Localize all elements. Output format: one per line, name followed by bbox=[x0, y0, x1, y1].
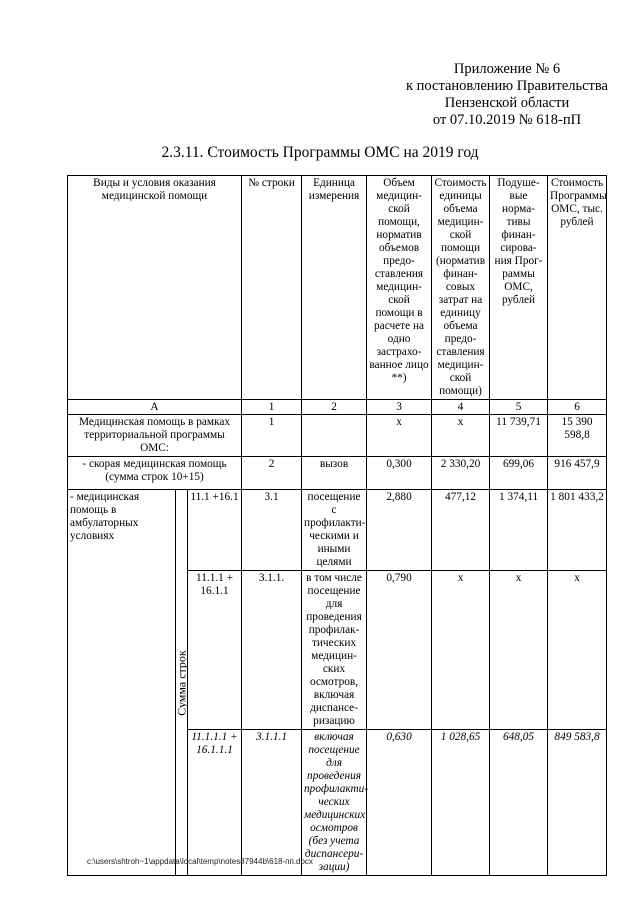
appendix-date: от 07.10.2019 № 618-пП bbox=[432, 112, 582, 128]
table-row bbox=[68, 415, 607, 457]
index-cell: 6 bbox=[548, 400, 607, 415]
index-row bbox=[68, 400, 607, 415]
appendix-number: Приложение № 6 bbox=[453, 61, 561, 77]
header-per-capita: Подуше-вые норма-тивы финан-сирова-ния Прог-раммы ОМС, рублей bbox=[490, 176, 548, 400]
row-unit: вызов bbox=[302, 457, 367, 490]
sum-rows-label bbox=[176, 490, 188, 876]
row-unit-cost: х bbox=[432, 571, 490, 730]
row-unit-cost: х bbox=[432, 415, 490, 457]
index-cell: 1 bbox=[242, 400, 302, 415]
row-name: Медицинская помощь в рамках территориальной программы ОМС: bbox=[68, 415, 242, 457]
row-volume: 0,300 bbox=[367, 457, 432, 490]
row-unit: включая посещение для проведения профилакти-ческих медицинских осмотров (без учета диспансери-зации) bbox=[302, 730, 367, 876]
header-unit: Единица измерения bbox=[302, 176, 367, 400]
row-number: 1 bbox=[242, 415, 302, 457]
header-row-number: № строки bbox=[242, 176, 302, 400]
header-total: Стоимость Программы ОМС, тыс. рублей bbox=[548, 176, 607, 400]
row-total: 15 390 598,8 bbox=[548, 415, 607, 457]
row-number: 3.1.1.1 bbox=[242, 730, 302, 876]
index-cell: 3 bbox=[367, 400, 432, 415]
row-total: 1 801 433,2 bbox=[548, 490, 607, 571]
file-path-footer: c:\users\shtroh~1\appdata\local\temp\notes87944b\618-пп.docx bbox=[87, 857, 313, 866]
row-sum-number: 11.1 +16.1 bbox=[188, 490, 242, 571]
index-cell: 4 bbox=[432, 400, 490, 415]
header-volume: Объем медицин-ской помощи, норматив объемов предо-ставления медицин-ской помощи в расчете на одно застрахо-ванное лицо **) bbox=[367, 176, 432, 400]
row-name: - скорая медицинская помощь (сумма строк 10+15) bbox=[68, 457, 242, 490]
row-number: 3.1.1. bbox=[242, 571, 302, 730]
row-volume: 0,630 bbox=[367, 730, 432, 876]
header-unit-cost: Стоимость единицы объема медицин-ской помощи (норматив финан-совых затрат на единицу объема предо-ставления медицин-ской помощи) bbox=[432, 176, 490, 400]
header-row bbox=[68, 176, 607, 400]
row-sum-number: 11.1.1 + 16.1.1 bbox=[188, 571, 242, 730]
table-row bbox=[68, 457, 607, 490]
row-total: х bbox=[548, 571, 607, 730]
index-cell: 5 bbox=[490, 400, 548, 415]
row-per-capita: 648,05 bbox=[490, 730, 548, 876]
row-unit: в том числе посещение для проведения профилак-тических медицин-ских осмотров, включая диспансе-ризацию bbox=[302, 571, 367, 730]
row-sum-number: 11.1.1.1 + 16.1.1.1 bbox=[188, 730, 242, 876]
row-total: 849 583,8 bbox=[548, 730, 607, 876]
table-row bbox=[68, 490, 607, 571]
row-volume: 0,790 bbox=[367, 571, 432, 730]
document-title: 2.3.11. Стоимость Программы ОМС на 2019 год bbox=[161, 144, 479, 161]
appendix-region: Пензенской области bbox=[444, 95, 570, 111]
sum-rows-text: Сумма строк bbox=[174, 649, 188, 716]
appendix-header bbox=[406, 61, 608, 129]
row-total: 916 457,9 bbox=[548, 457, 607, 490]
row-volume: 2,880 bbox=[367, 490, 432, 571]
row-unit-cost: 2 330,20 bbox=[432, 457, 490, 490]
row-volume: х bbox=[367, 415, 432, 457]
row-unit-cost: 477,12 bbox=[432, 490, 490, 571]
row-per-capita: х bbox=[490, 571, 548, 730]
row-name: - медицинская помощь в амбулаторных условиях bbox=[68, 490, 176, 876]
row-unit bbox=[302, 415, 367, 457]
index-cell: А bbox=[68, 400, 242, 415]
index-cell: 2 bbox=[302, 400, 367, 415]
appendix-decree: к постановлению Правительства bbox=[406, 78, 608, 94]
cost-table bbox=[67, 175, 607, 876]
header-types: Виды и условия оказания медицинской помощи bbox=[68, 176, 242, 400]
row-number: 3.1 bbox=[242, 490, 302, 571]
row-per-capita: 699,06 bbox=[490, 457, 548, 490]
row-number: 2 bbox=[242, 457, 302, 490]
row-per-capita: 11 739,71 bbox=[490, 415, 548, 457]
row-unit-cost: 1 028,65 bbox=[432, 730, 490, 876]
row-unit: посещение с профилакти-ческими и иными целями bbox=[302, 490, 367, 571]
row-per-capita: 1 374,11 bbox=[490, 490, 548, 571]
